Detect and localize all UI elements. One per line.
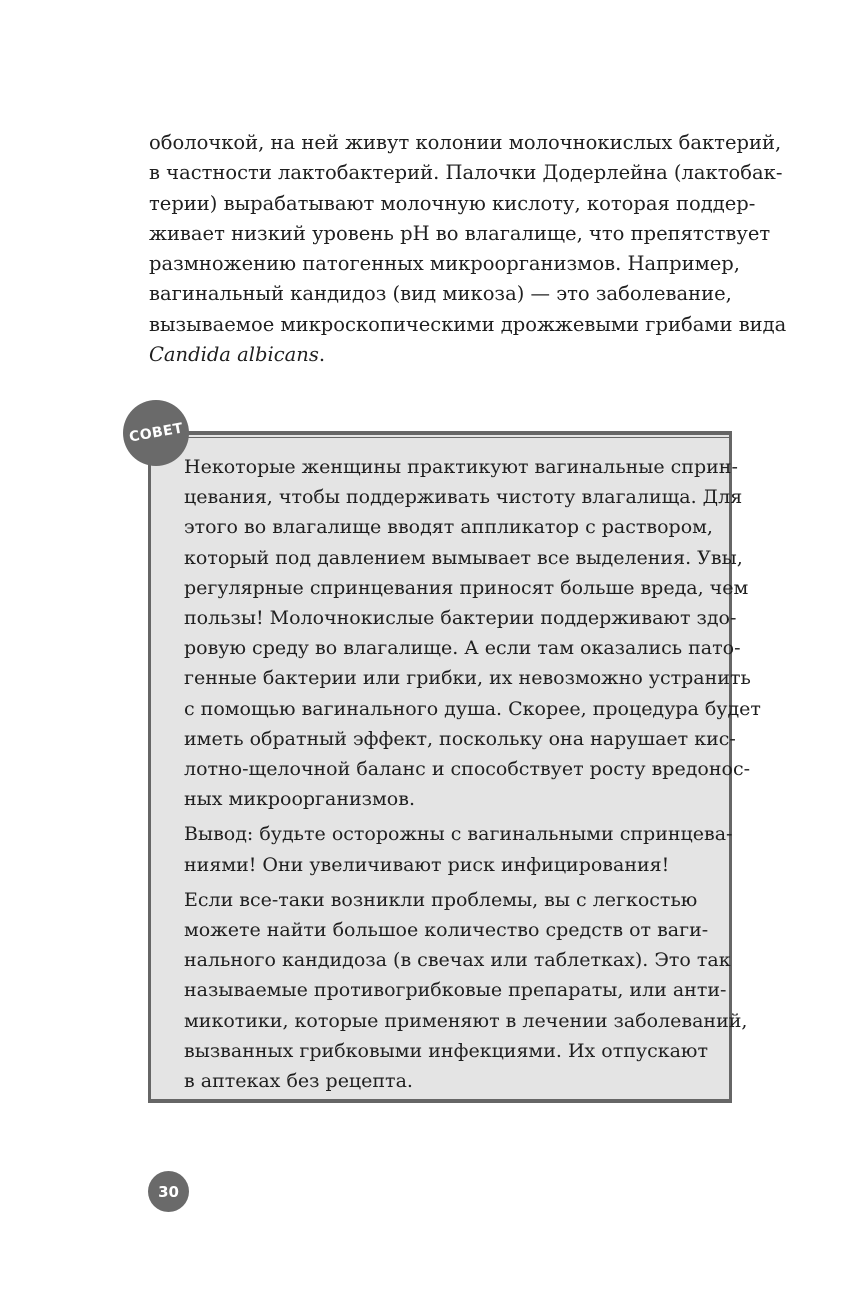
text-line: вызываемое микроскопическими дрожжевыми грибами вида xyxy=(149,312,787,336)
text-line xyxy=(149,340,731,370)
text-line: Если все-таки возникли проблемы, вы с легкостью xyxy=(184,888,698,911)
text-line: с помощью вагинального душа. Скорее, процедура будет xyxy=(184,697,761,720)
text-line: вызванных грибковыми инфекциями. Их отпускают xyxy=(184,1039,708,1062)
tip-paragraph-1 xyxy=(184,452,761,814)
text-line: вагинальный кандидоз (вид микоза) — это заболевание, xyxy=(149,282,732,306)
text-line: ниями! Они увеличивают риск инфицирования! xyxy=(184,853,670,876)
page-number: 30 xyxy=(158,1182,179,1201)
text-line: можете найти большое количество средств от ваги- xyxy=(184,919,709,942)
text-line: Вывод: будьте осторожны с вагинальными спринцева- xyxy=(184,823,733,846)
text-line: нального кандидоза (в свечах или таблетках). Это так xyxy=(184,949,731,972)
species-name: Candida albicans xyxy=(149,343,319,367)
intro-paragraph xyxy=(149,128,787,370)
text-line: микотики, которые применяют в лечении заболеваний, xyxy=(184,1009,748,1032)
text-line: оболочкой, на ней живут колонии молочнокислых бактерий, xyxy=(149,131,782,154)
text-line: ровую среду во влагалище. А если там оказались пато- xyxy=(184,637,741,660)
tip-paragraph-3 xyxy=(184,885,748,1096)
text-line: регулярные спринцевания приносят больше вреда, чем xyxy=(184,576,749,599)
text-line: размножению патогенных микроорганизмов. Например, xyxy=(149,252,740,276)
text-line: генные бактерии или грибки, их невозможно устранить xyxy=(184,667,751,690)
text-line: цевания, чтобы поддерживать чистоту влагалища. Для xyxy=(184,486,743,509)
text-line: называемые противогрибковые препараты, или анти- xyxy=(184,979,727,1002)
tip-badge xyxy=(123,400,189,466)
species-suffix: . xyxy=(318,343,326,367)
tip-content xyxy=(184,452,761,1101)
tip-box-top-thin-rule xyxy=(178,437,732,438)
tip-badge-label: СОВЕТ xyxy=(127,420,185,446)
text-line: Некоторые женщины практикуют вагинальные сприн- xyxy=(184,456,738,478)
text-line: терии) вырабатывают молочную кислоту, которая поддер- xyxy=(149,191,756,215)
tip-box-top-rule xyxy=(178,431,732,435)
text-line: живает низкий уровень pH во влагалище, что препятствует xyxy=(149,221,771,245)
text-line: пользы! Молочнокислые бактерии поддерживают здо- xyxy=(184,607,737,630)
text-line: иметь обратный эффект, поскольку она нарушает кис- xyxy=(184,727,736,750)
text-line: ных микроорганизмов. xyxy=(184,788,415,811)
text-line: который под давлением вымывает все выделения. Увы, xyxy=(184,546,743,569)
text-line: этого во влагалище вводят аппликатор с раствором, xyxy=(184,516,713,539)
page-number-badge xyxy=(148,1171,189,1212)
text-line: лотно-щелочной баланс и способствует росту вредонос- xyxy=(184,758,751,781)
text-line: в аптеках без рецепта. xyxy=(184,1070,413,1093)
tip-paragraph-2 xyxy=(184,819,733,879)
text-line: в частности лактобактерий. Палочки Додерлейна (лактобак- xyxy=(149,161,783,185)
